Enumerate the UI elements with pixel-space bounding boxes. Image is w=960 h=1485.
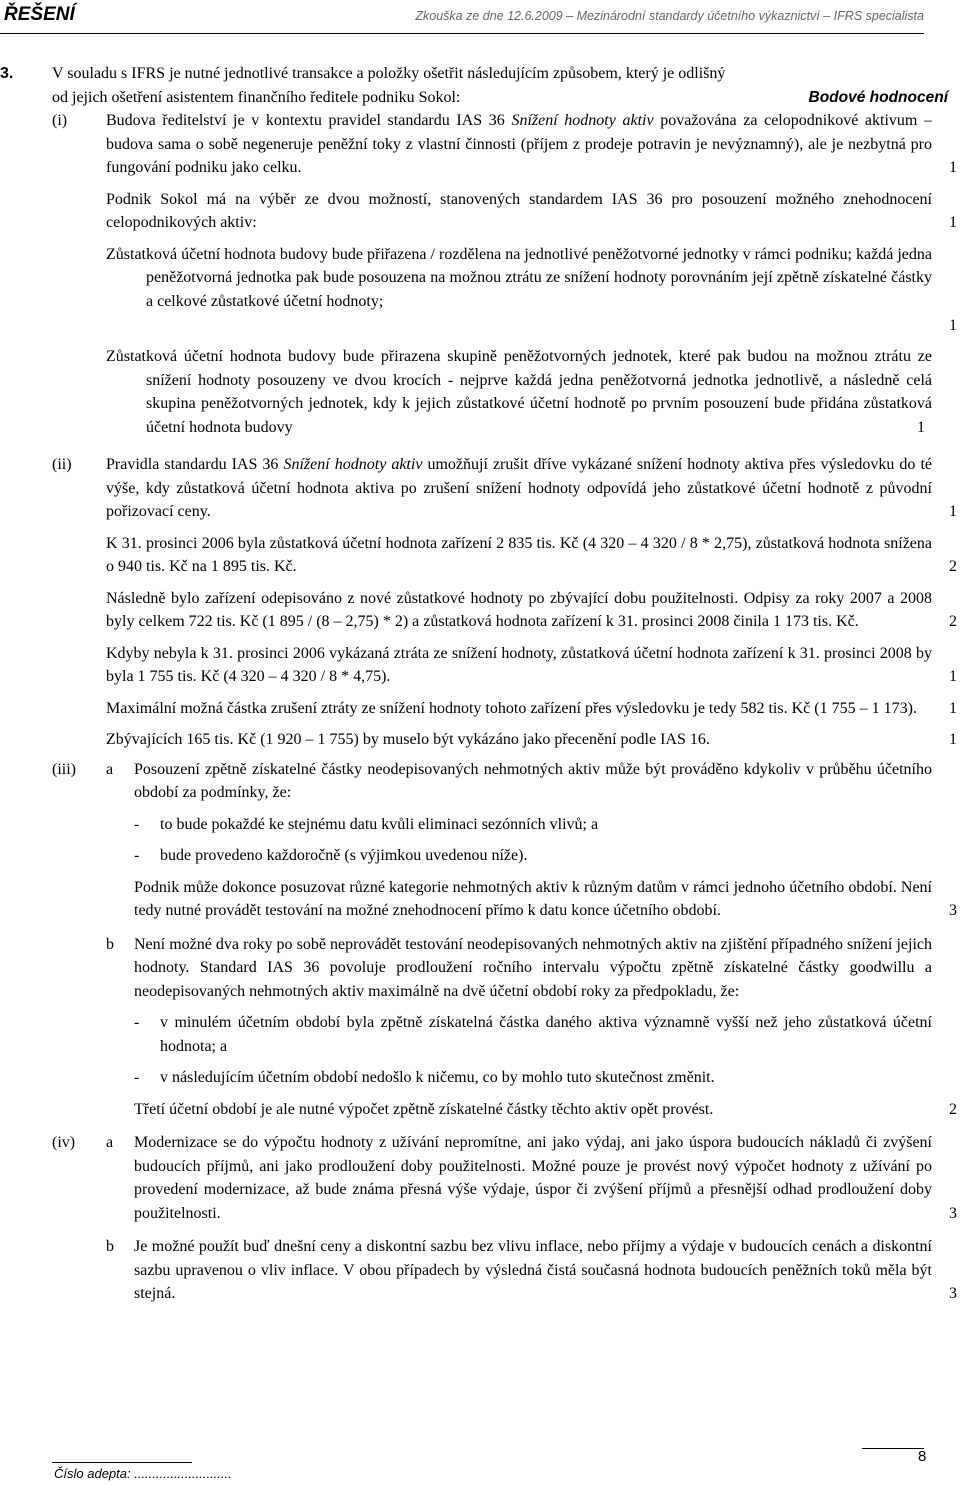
section-ii-p4-text: Kdyby nebyla k 31. prosinci 2006 vykázaná ztráta ze snížení hodnoty, zůstatková účetní hodnota zařízení k 31. prosinci 2008 by byla 1 755 tis. Kč (4 320 – 4 320 / 8 * 4,75). [106,644,932,685]
section-iii-b-dash1 [134,1011,960,1058]
section-i-p1-text-b: považována za celopodnikové aktivum – budova sama o sobě negeneruje peněžní toky z vlastní činnosti (příjem z prodeje potravin je nevýznamný), ale je nezbytná pro fungování podniku jako celku. [106,112,933,176]
section-i-p1-italic: Snížení hodnoty aktiv [511,112,654,129]
page-number-rule [862,1448,924,1449]
section-iii-a-dash1 [134,813,960,837]
section-iii-a-label: a [106,760,114,778]
section-i-p3-text: Zůstatková účetní hodnota budovy bude přiřazena / rozdělena na jednotlivé peněžotvorné jednotky v rámci podniku; každá jedna peněžotvorná jednotka pak bude posouzena na možnou ztrátu ze snížení hodnoty porovnáním její zpětně získatelné částky a celkové zůstatkové účetní hodnoty; [106,245,932,310]
section-iv-a-score: 3 [949,1204,957,1222]
section-ii-p1-text-a: Pravidla standardu IAS 36 [106,456,284,473]
section-i-p3-score: 1 [949,316,957,334]
section-i-p3-score-line [106,313,960,337]
section-iii-b-dash2 [134,1066,960,1090]
section-iii-b-score: 2 [949,1100,957,1118]
section-i-p2-text: Podnik Sokol má na výběr ze dvou možností, stanovených standardem IAS 36 pro posouzení možného znehodnocení celopodnikových aktiv: [106,190,932,231]
section-iii-b-note [134,1098,960,1122]
section-iii-a-text: Posouzení zpětně získatelné částky neodepisovaných nehmotných aktiv může být prováděno kdykoliv v průběhu účetního období za podmínky, že: [134,760,932,801]
page-header [0,0,960,34]
question-number: 3. [0,65,14,82]
section-iv-b-label: b [106,1238,114,1255]
dash-bullet: - [134,1014,140,1031]
section-iii-b-dash2-text: v následujícím účetním období nedošlo k ničemu, co by mohlo tuto skutečnost změnit. [160,1069,715,1086]
section-ii-p2-score: 2 [949,558,957,575]
section-iv-b [106,1235,960,1306]
section-i-label: (i) [52,112,68,129]
section-ii-para2 [106,532,960,579]
section-iv-label: (iv) [52,1134,76,1151]
section-i-para4: Zůstatková účetní hodnota budovy bude přirazena skupině peněžotvorných jednotek, které pak budou na možnou ztrátu ze snížení hodnoty posouzeny ve dvou krocích - nejprve každá jedna peněžotvorná jednotka jednotlivě, a následně celá skupina peněžotvorných jednotek, kdy k jejich zůstatkové účetní hodnotě po prvním posouzení bude přidána zůstatková účetní hodnota budovy 1 [106,348,932,436]
section-iii-a-dash2 [134,844,960,868]
section-iv-b-score: 3 [949,1285,957,1302]
section-i-para2 [106,188,960,235]
section-ii-p6-score: 1 [949,731,957,748]
section-ii-para1 [52,453,960,524]
header-title: ŘEŠENÍ [4,4,75,25]
question-line1: V souladu s IFRS je nutné jednotlivé transakce a položky ošetřit následujícím způsobem, který je odlišný [52,65,726,82]
section-ii-para3 [106,587,960,634]
section-iii-a-note [134,876,960,923]
section-iii-a-note-text: Podnik může dokonce posuzovat různé kategorie nehmotných aktiv k různým datům v rámci jednoho účetního období. Není tedy nutné provádět testování na možné znehodnocení přímo k datu konce účetního období. [134,878,932,919]
footer-rule [52,1462,192,1463]
section-ii-p5-text: Maximální možná částka zrušení ztráty ze snížení hodnoty tohoto zařízení přes výsledovku je tedy 582 tis. Kč (1 755 – 1 173). [106,699,917,717]
section-iv-a [52,1131,960,1225]
section-iii-label: (iii) [52,760,76,778]
section-iv-a-text: Modernizace se do výpočtu hodnoty z užívání nepromítne, ani jako výdaj, ani jako úspora budoucích nákladů či zvýšení budoucích příjmů, ani jako prodloužení doby použitelnosti. Možné pouze je provést nový výpočet hodnoty z užívání po provedení modernizace, až bude známa přesná výše výdaje, úspor či zvýšení příjmů a přesnější odhad prodloužení doby použitelnosti. [134,1134,932,1222]
section-iii-a-dash2-text: bude provedeno každoročně (s výjimkou uvedenou níže). [160,847,528,864]
section-i-p4-text: Zůstatková účetní hodnota budovy bude přirazena skupině peněžotvorných jednotek, které pak budou na možnou ztrátu ze snížení hodnoty posouzeny ve dvou krocích - nejprve každá jedna peněžotvorná jednotka jednotlivě, a následně celá skupina peněžotvorných jednotek, kdy k jejich zůstatkové účetní hodnotě po prvním posouzení bude přidána zůstatková účetní hodnota budovy [106,348,932,436]
section-ii-p5-score: 1 [949,699,957,717]
page-number: 8 [918,1448,927,1465]
section-iii-a-dash1-text: to bude pokaždé ke stejnému datu kvůli eliminaci sezónních vlivů; a [160,815,599,833]
section-i-p1-text-a: Budova ředitelství je v kontextu pravidel standardu IAS 36 [106,112,512,129]
section-i-p1-score: 1 [949,159,957,176]
dash-bullet: - [134,815,140,833]
section-iii-a [52,758,960,805]
scoring-header: Bodové hodnocení [808,88,948,106]
section-ii-p3-score: 2 [949,613,957,630]
section-ii-p1-score: 1 [949,503,957,520]
section-ii-para5 [106,697,960,721]
section-iv-a-label: a [106,1134,114,1151]
section-i-para3 [106,243,960,314]
section-ii-para6 [106,728,960,752]
section-iii-b-label: b [106,935,114,953]
section-iv-b-text: Je možné použít buď dnešní ceny a diskontní sazbu bez vlivu inflace, nebo příjmy a výdaje v budoucích cenách a diskontní sazbu upravenou o vliv inflace. V obou případech by výsledná čistá současná hodnota budoucích peněžních toků měla být stejná. [134,1238,932,1302]
section-i-para1 [52,109,960,180]
section-ii-para4 [106,642,960,689]
section-ii-p1-italic: Snížení hodnoty aktiv [283,456,423,473]
section-ii-p2-text: K 31. prosinci 2006 byla zůstatková účetní hodnota zařízení 2 835 tis. Kč (4 320 – 4 320 / 8 * 2,75), zůstatková hodnota snížena o 940 tis. Kč na 1 895 tis. Kč. [106,534,932,575]
section-iii-a-score: 3 [949,902,957,919]
section-iii-b-note-text: Třetí účetní období je ale nutné výpočet zpětně získatelné částky těchto aktiv opět provést. [134,1100,714,1118]
candidate-number: Číslo adepta: ........................... [54,1466,232,1481]
section-i-p2-score: 1 [949,214,957,231]
section-ii-p4-score: 1 [949,668,957,685]
section-ii-p1-text-b: umožňují zrušit dříve vykázané snížení hodnoty aktiva přes výsledovku do té výše, kdy zůstatková účetní hodnota aktiva po zrušení snížení hodnoty odpovídá jeho zůstatkové účetní hodnotě z původní pořizovací ceny. [106,456,933,520]
section-iii-b [106,933,960,1004]
question-intro [0,62,960,109]
header-rule [0,33,924,34]
section-ii-p6-text: Zbývajících 165 tis. Kč (1 920 – 1 755) by muselo být vykázáno jako přecenění podle IAS 16. [106,731,710,748]
dash-bullet: - [134,1069,140,1086]
header-exam-info: Zkouška ze dne 12.6.2009 – Mezinárodní standardy účetního výkaznictví – IFRS specialista [415,9,924,23]
section-iii-b-dash1-text: v minulém účetním období byla zpětně získatelná částka daného aktiva významně vyšší než jeho zůstatková účetní hodnota; a [160,1014,932,1055]
question-line2: od jejich ošetření asistentem finančního ředitele podniku Sokol: [52,88,461,106]
section-ii-p3-text: Následně bylo zařízení odepisováno z nové zůstatkové hodnoty po zbývající dobu použitelnosti. Odpisy za roky 2007 a 2008 byly celkem 722 tis. Kč (1 895 / (8 – 2,75) * 2) a zůstatková hodnota zařízení k 31. prosinci 2008 činila 1 173 tis. Kč. [106,589,932,630]
section-iii-b-text: Není možné dva roky po sobě neprovádět testování neodepisovaných nehmotných aktiv na zjištění případného snížení jejich hodnoty. Standard IAS 36 povoluje prodloužení ročního intervalu výpočtu zpětně získatelné částky goodwillu a neodepisovaných nehmotných aktiv maximálně na dvě účetní období roky za předpokladu, že: [134,935,932,1000]
document-body [0,62,960,1306]
section-ii-label: (ii) [52,456,72,473]
dash-bullet: - [134,847,140,864]
